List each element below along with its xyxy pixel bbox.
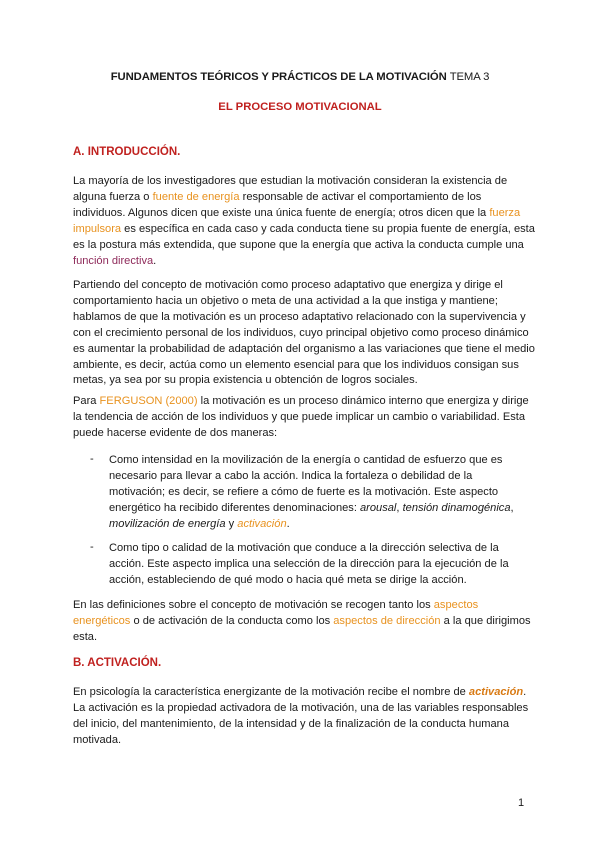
highlight-funcion-directiva: función directiva bbox=[73, 254, 154, 267]
document-header bbox=[0, 71, 600, 83]
text-run: es específica en cada caso y cada conducta tiene su propia fuente de energía, esta es la postura más extendida, que supone que la energía que activa la conducta cumple una bbox=[73, 222, 535, 251]
intro-paragraph-1 bbox=[73, 174, 535, 269]
section-b-heading: B. ACTIVACIÓN. bbox=[73, 657, 162, 669]
bullet-dash: - bbox=[90, 453, 94, 465]
activacion-paragraph bbox=[73, 685, 535, 749]
highlight-aspectos-energeticos: aspectos energéticos bbox=[73, 599, 479, 627]
text-run: Para bbox=[73, 395, 100, 407]
document-subtitle: EL PROCESO MOTIVACIONAL bbox=[218, 101, 382, 113]
text-run: . bbox=[153, 254, 157, 267]
text-run: , bbox=[396, 501, 403, 514]
highlight-ferguson: FERGUSON (2000) bbox=[99, 395, 198, 407]
text-run: La mayoría de los investigadores que estudian la motivación consideran la existencia de alguna fuerza o bbox=[73, 175, 508, 203]
text-run: la motivación es un proceso dinámico interno que energiza y dirige la tendencia de acción de los individuos y que puede implicar un cambio o variabilidad. Esta puede hacerse evidente de dos maneras: bbox=[73, 395, 529, 439]
text-run: , bbox=[510, 501, 514, 514]
highlight-activacion: activación bbox=[237, 517, 287, 530]
bullet-direccion: Como tipo o calidad de la motivación que conduce a la dirección selectiva de la acción. Este aspecto implica una selección de la dirección para la ejecución de la acción, estableciendo de qué modo o hacia qué meta se dirige la acción. bbox=[109, 542, 509, 586]
bullet-intensidad bbox=[109, 453, 519, 533]
text-run: Como intensidad en la movilización de la energía o cantidad de esfuerzo que es necesario para llevar a cabo la acción. Indica la fortaleza o debilidad de la motivación; es decir, se refiere a cómo de fuerte es la motivación. Este aspecto energético ha recibido diferentes denominaciones: bbox=[109, 454, 503, 514]
term-tension-dinamogenica: tensión dinamogénica bbox=[402, 501, 511, 514]
page-number: 1 bbox=[518, 797, 525, 809]
highlight-fuerza-impulsora: fuerza impulsora bbox=[73, 206, 521, 235]
text-run: a la que dirigimos esta. bbox=[73, 614, 531, 643]
text-run: En las definiciones sobre el concepto de motivación se recogen tanto los bbox=[73, 599, 434, 611]
tema-label: TEMA 3 bbox=[449, 71, 490, 83]
intro-paragraph-2: Partiendo del concepto de motivación como proceso adaptativo que energiza y dirige el comportamiento hacia un objetivo o meta de una actividad a la que instiga y mantiene; hablamos de que la motivación es un proceso adaptativo relacionado con la supervivencia y con el crecimiento personal de los individuos, cuyo principal objetivo como proceso dinámico es aumentar la probabilidad de adaptación del organismo a las variaciones que tiene el medio ambiente, es decir, actúa como un elemento esencial para que los individuos consigan sus metas, ya sea por su propia existencia u obtención de logros sociales. bbox=[73, 279, 535, 387]
intro-paragraph-4 bbox=[73, 598, 535, 646]
text-run: responsable de activar el comportamiento de los individuos. Algunos dicen que existe una única fuente de energía; otros dicen que la bbox=[73, 190, 490, 219]
text-run: . La activación es la propiedad activadora de la motivación, una de las variables responsables del inicio, del mantenimiento, de la intensidad y de la finalización de la conducta humana motivada. bbox=[73, 686, 529, 746]
text-run: y bbox=[225, 517, 238, 530]
text-run: En psicología la característica energizante de la motivación recibe el nombre de bbox=[73, 686, 469, 698]
highlight-fuente-energia: fuente de energía bbox=[152, 190, 240, 203]
intro-paragraph-3 bbox=[73, 394, 535, 442]
course-title: FUNDAMENTOS TEÓRICOS Y PRÁCTICOS DE LA MOTIVACIÓN bbox=[110, 71, 447, 83]
section-a-heading: A. INTRODUCCIÓN. bbox=[73, 146, 181, 158]
text-run: o de activación de la conducta como los bbox=[130, 614, 334, 627]
term-movilizacion-energia: movilización de energía bbox=[109, 517, 226, 530]
text-run: . bbox=[286, 517, 290, 530]
highlight-activacion-bold: activación bbox=[468, 686, 524, 698]
bullet-dash: - bbox=[90, 541, 94, 553]
highlight-aspectos-direccion: aspectos de dirección bbox=[333, 614, 441, 627]
term-arousal: arousal bbox=[360, 501, 397, 514]
